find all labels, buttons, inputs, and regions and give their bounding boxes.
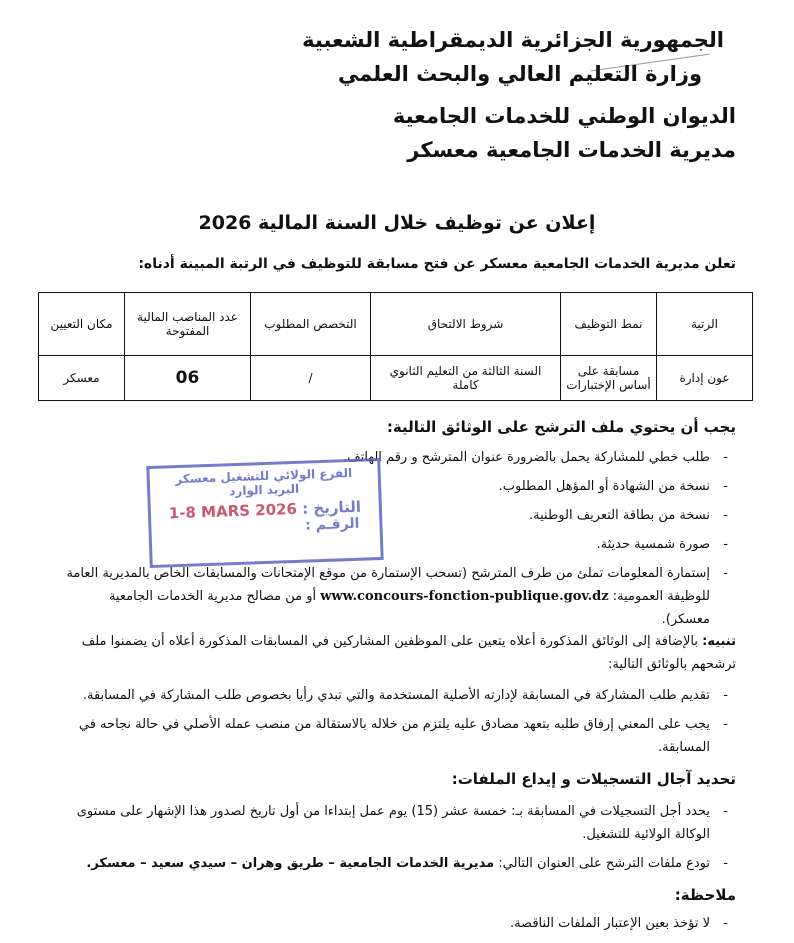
stamp-date: 1-8 MARS 2026 — [168, 499, 298, 523]
note-block — [60, 630, 736, 676]
list-item — [62, 852, 730, 875]
note-text: بالإضافة إلى الوثائق المذكورة أعلاه يتعين على الموظفين المشاركين في المسابقات المذكورة أعلاه أن يضمنوا ملف ترشحهم بالوثائق التالية: — [81, 634, 736, 672]
stamp-ref: الرقـم : — [305, 515, 360, 534]
list-item: - طلب خطي للمشاركة يحمل بالضرورة عنوان المترشح و رقم الهاتف. — [62, 446, 730, 469]
header-office: الديوان الوطني للخدمات الجامعية — [392, 104, 736, 128]
cell-conditions: السنة الثالثة من التعليم الثانوي كاملة — [371, 356, 561, 401]
note-list — [62, 684, 730, 765]
col-location: مكان التعيين — [39, 293, 125, 356]
deadlines-list — [62, 800, 730, 881]
header-ministry: وزارة التعليم العالي والبحث العلمي — [337, 62, 702, 86]
list-item — [62, 562, 730, 631]
remark-list — [62, 912, 730, 941]
cell-specialty: / — [251, 356, 371, 401]
col-positions-count: عدد المناصب المالية المفتوحة — [125, 293, 251, 356]
stamp-date-label: التاريخ : — [301, 497, 362, 518]
address-value: مديرية الخدمات الجامعية – طريق وهران – سيدي سعيد – معسكر. — [86, 856, 495, 871]
address-label: تودع ملفات الترشح على العنوان التالي: — [498, 856, 710, 871]
cell-recruitment-mode: مسابقة على أساس الإختبارات — [561, 356, 657, 401]
list-item: - يحدد أجل التسجيلات في المسابقة بـ: خمسة عشر (15) يوم عمل إبتداءا من أول تاريخ لصدور هذا الإشهار على مستوى الوكالة الولائية للتشغيل. — [62, 800, 730, 846]
positions-table — [38, 292, 753, 401]
col-specialty: التخصص المطلوب — [251, 293, 371, 356]
col-rank: الرتبة — [657, 293, 753, 356]
list-item: - نسخة من الشهادة أو المؤهل المطلوب. — [62, 475, 730, 498]
list-item: - يجب على المعني إرفاق طلبه بتعهد مصادق عليه يلتزم من خلاله بالاستقالة من منصب عمله الأصلي في حالة نجاحه في المسابقة. — [62, 713, 730, 759]
cell-location: معسكر — [39, 356, 125, 401]
list-item: - صورة شمسية حديثة. — [62, 533, 730, 556]
announcement-title: إعلان عن توظيف خلال السنة المالية 2026 — [198, 212, 596, 234]
form-text-end: أو من مصالح مديرية الخدمات الجامعية معسكر). — [108, 589, 710, 627]
received-mail-stamp — [146, 458, 383, 568]
list-item: - تقديم طلب المشاركة في المسابقة لإدارته الأصلية المستخدمة والتي تبدي رأيا بخصوص طلب المشاركة في المسابقة. — [62, 684, 730, 707]
deadlines-heading: تحديد آجال التسجيلات و إيداع الملفات: — [451, 770, 736, 788]
table-row — [39, 356, 753, 401]
remark-heading: ملاحظة: — [674, 886, 736, 904]
form-text: إستمارة المعلومات تملئ من طرف المترشح (تسحب الإستمارة من موقع الإمتحانات والمسابقات الخاص بالمديرية العامة للوظيفة العمومية: — [66, 566, 710, 604]
header-republic: الجمهورية الجزائرية الديمقراطية الشعبية — [302, 28, 724, 52]
stamp-line1: الفرع الولائي للتشغيل معسكر — [175, 465, 353, 487]
documents-heading: يجب أن يحتوي ملف الترشح على الوثائق التالية: — [386, 418, 736, 436]
note-label: تنبيه: — [702, 634, 736, 649]
header-directorate: مديرية الخدمات الجامعية معسكر — [407, 138, 736, 162]
cell-rank: عون إدارة — [657, 356, 753, 401]
recruitment-website-link[interactable]: www.concours-fonction-publique.gov.dz — [320, 589, 609, 604]
col-recruitment-mode: نمط التوظيف — [561, 293, 657, 356]
table-header-row — [39, 293, 753, 356]
list-item: - نسخة من بطاقة التعريف الوطنية. — [62, 504, 730, 527]
col-conditions: شروط الالتحاق — [371, 293, 561, 356]
list-item: - لا تؤخذ بعين الإعتبار الملفات الناقصة. — [62, 912, 730, 935]
announcement-intro: تعلن مديرية الخدمات الجامعية معسكر عن فتح مسابقة للتوظيف في الرتبة المبينة أدناه: — [138, 256, 736, 272]
stamp-line2: البريد الوارد — [229, 481, 300, 499]
cell-positions-count: 06 — [125, 356, 251, 401]
